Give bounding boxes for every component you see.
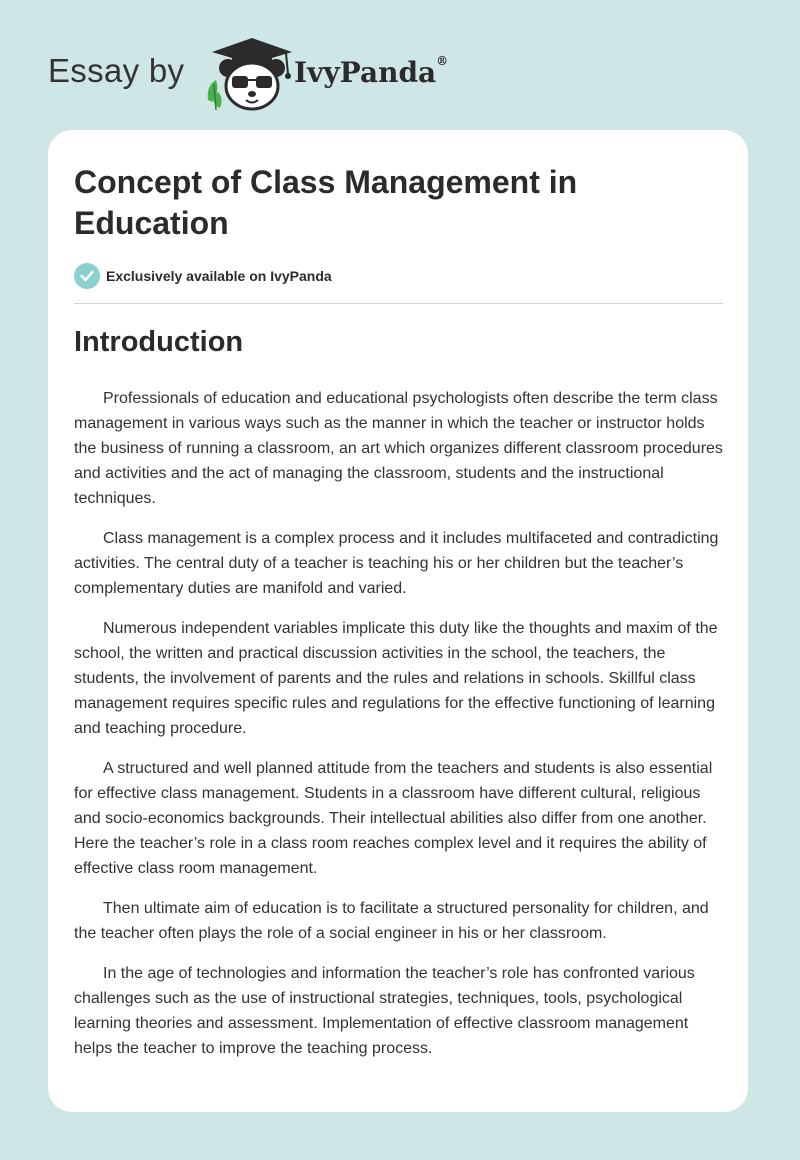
paragraph: In the age of technologies and information the teacher’s role has confronted various challenges such as the use of instructional strategies, techniques, tools, psychological learning theories and assessment. Implementation of effective classroom management helps the teacher to improve the teaching process. xyxy=(74,965,695,1057)
registered-mark: ® xyxy=(436,54,449,68)
paragraph: A structured and well planned attitude from the teachers and students is also essential for effective class management. Students in a classroom have different cultural, religious and socio-economics backgrounds. Their intellectual abilities also differ from one another. Here the teacher’s role in a class room reaches complex level and it requires the ability of effective class room management. xyxy=(74,760,713,877)
exclusive-badge xyxy=(74,263,332,289)
paragraph: Professionals of education and educational psychologists often describe the term class management in various ways such as the manner in which the teacher or instructor holds the business of running a classroom, an art which organizes different classroom procedures and activities and the act of managing the classroom, students and the instructional techniques. xyxy=(74,390,723,507)
panda-logo-icon[interactable] xyxy=(202,34,294,112)
site-header xyxy=(48,34,748,114)
article-card xyxy=(48,130,748,1112)
paragraph: Numerous independent variables implicate this duty like the thoughts and maxim of the school, the written and practical discussion activities in the school, the teachers, the students, the involvement of parents and the rules and relations in schools. Skillful class management requires specific rules and regulations for the effective functioning of learning and teaching procedure. xyxy=(74,620,718,737)
divider xyxy=(74,303,723,304)
page-title: Concept of Class Management in Education xyxy=(74,164,578,241)
article-body xyxy=(74,386,726,1076)
brand-label: IvyPanda xyxy=(294,56,437,89)
section-title: Introduction xyxy=(74,326,244,358)
essay-by-label: Essay by xyxy=(48,52,185,89)
exclusive-text: Exclusively available on IvyPanda xyxy=(106,268,332,284)
paragraph: Class management is a complex process and it includes multifaceted and contradicting activities. The central duty of a teacher is teaching his or her children but the teacher’s complementary duties are manifold and varied. xyxy=(74,530,719,597)
brand-name[interactable] xyxy=(294,56,448,89)
check-icon xyxy=(74,263,100,289)
paragraph: Then ultimate aim of education is to facilitate a structured personality for children, and the teacher often plays the role of a social engineer in his or her classroom. xyxy=(74,900,709,942)
